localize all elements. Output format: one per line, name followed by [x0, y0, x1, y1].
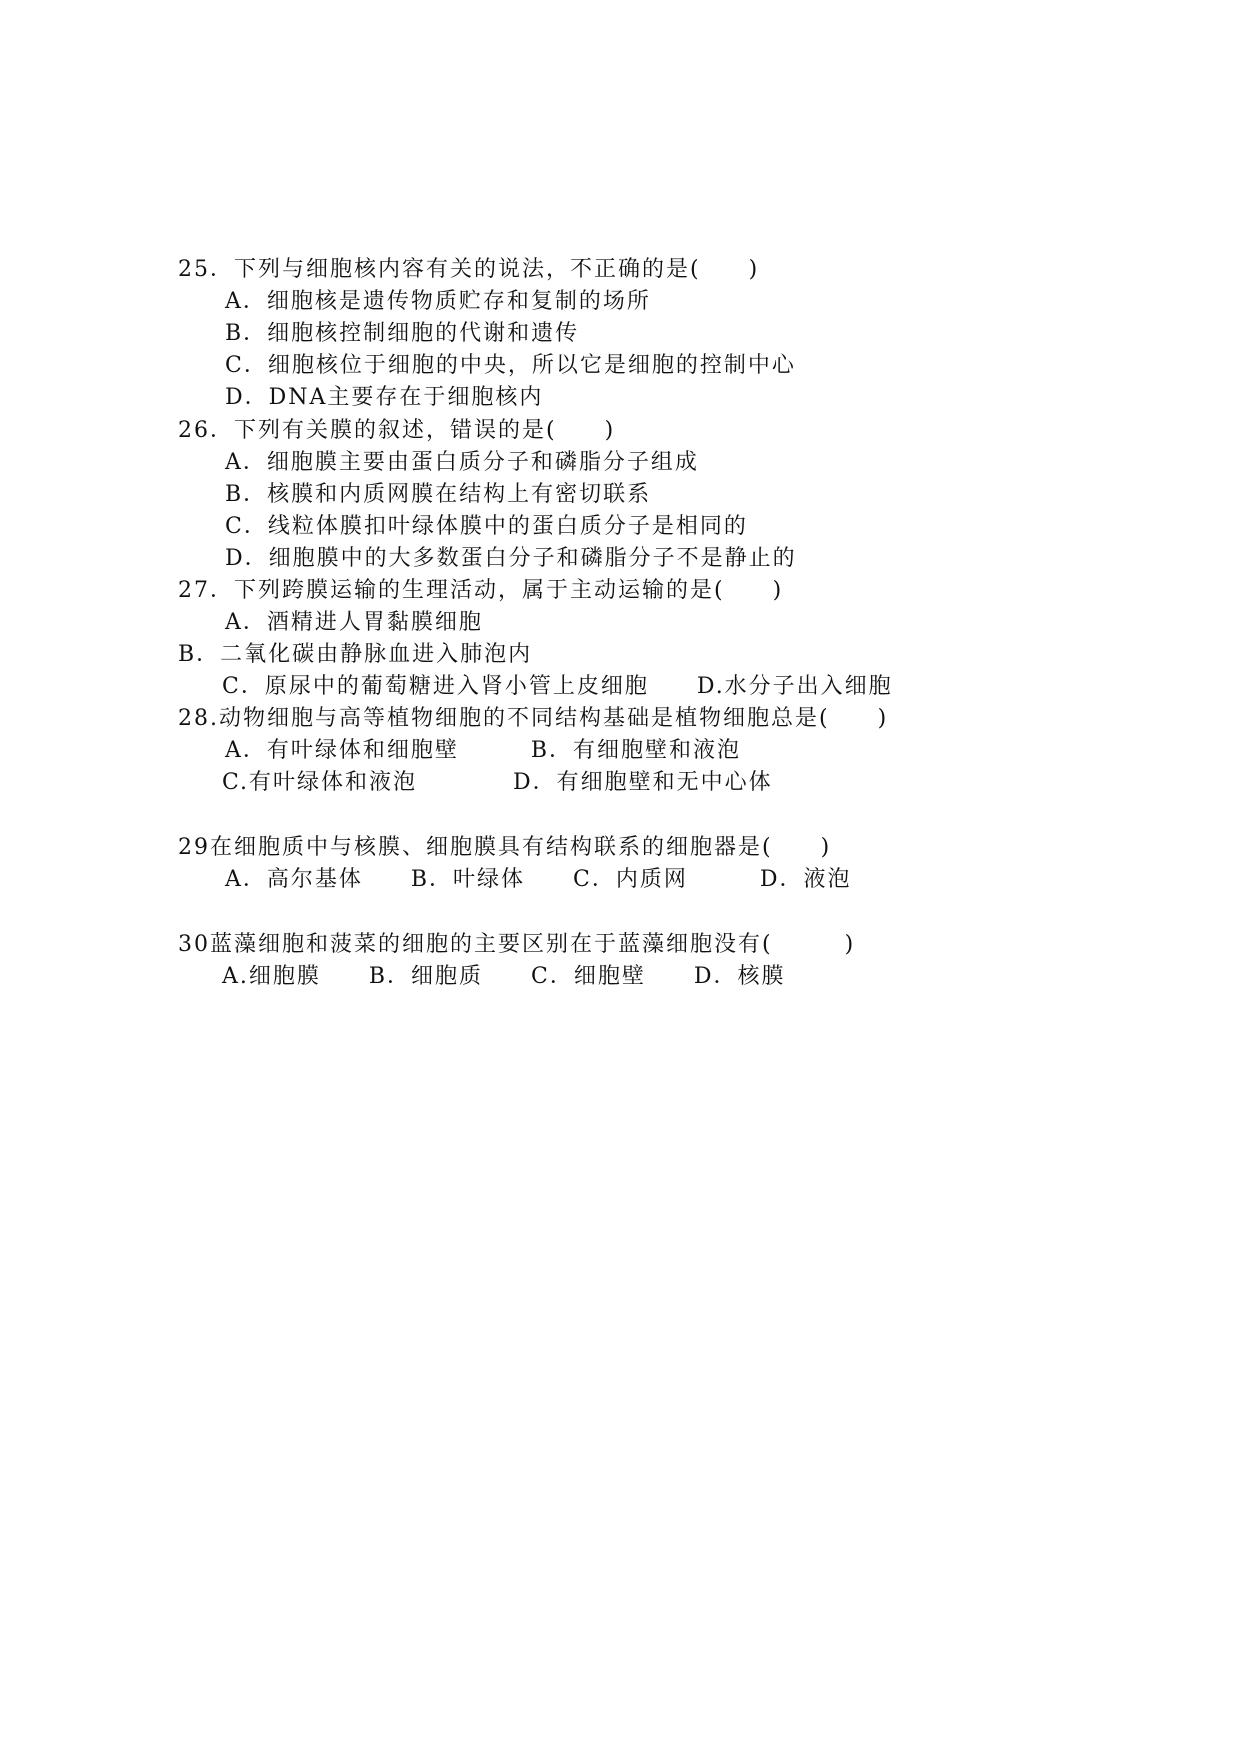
- question-25-option-a: A．细胞核是遗传物质贮存和复制的场所: [225, 289, 651, 314]
- question-29-options: A．高尔基体 B．叶绿体 C．内质网 D．液泡: [225, 867, 852, 892]
- question-26-option-c: C．线粒体膜扣叶绿体膜中的蛋白质分子是相同的: [225, 514, 748, 539]
- question-26-option-b: B．核膜和内质网膜在结构上有密切联系: [225, 482, 652, 507]
- question-26-stem: 26．下列有关膜的叙述，错误的是( ): [178, 418, 616, 443]
- question-28-option-a-b: A．有叶绿体和细胞壁 B．有细胞壁和液泡: [225, 738, 742, 763]
- question-27-option-c-d: C．原尿中的葡萄糖进入肾小管上皮细胞 D.水分子出入细胞: [222, 674, 893, 699]
- question-25-option-c: C．细胞核位于细胞的中央，所以它是细胞的控制中心: [225, 353, 796, 378]
- question-25-stem: 25．下列与细胞核内容有关的说法，不正确的是( ): [178, 257, 760, 282]
- question-30-options: A.细胞膜 B．细胞质 C．细胞壁 D．核膜: [222, 964, 786, 989]
- question-25-option-d: D．DNA主要存在于细胞核内: [225, 385, 544, 410]
- question-27-option-b: B．二氧化碳由静脉血进入肺泡内: [178, 642, 533, 667]
- question-30-stem: 30蓝藻细胞和菠菜的细胞的主要区别在于蓝藻细胞没有( ): [178, 932, 856, 957]
- question-28-stem: 28.动物细胞与高等植物细胞的不同结构基础是植物细胞总是( ): [178, 706, 889, 731]
- question-27-option-a: A．酒精进人胃黏膜细胞: [225, 610, 483, 635]
- question-29-stem: 29在细胞质中与核膜、细胞膜具有结构联系的细胞器是( ): [178, 835, 832, 860]
- question-27-stem: 27．下列跨膜运输的生理活动，属于主动运输的是( ): [178, 578, 784, 603]
- question-25-option-b: B．细胞核控制细胞的代谢和遗传: [225, 321, 580, 346]
- question-26-option-d: D．细胞膜中的大多数蛋白分子和磷脂分子不是静止的: [225, 546, 797, 571]
- question-26-option-a: A．细胞膜主要由蛋白质分子和磷脂分子组成: [225, 450, 699, 475]
- question-28-option-c-d: C.有叶绿体和液泡 D．有细胞壁和无中心体: [222, 770, 773, 795]
